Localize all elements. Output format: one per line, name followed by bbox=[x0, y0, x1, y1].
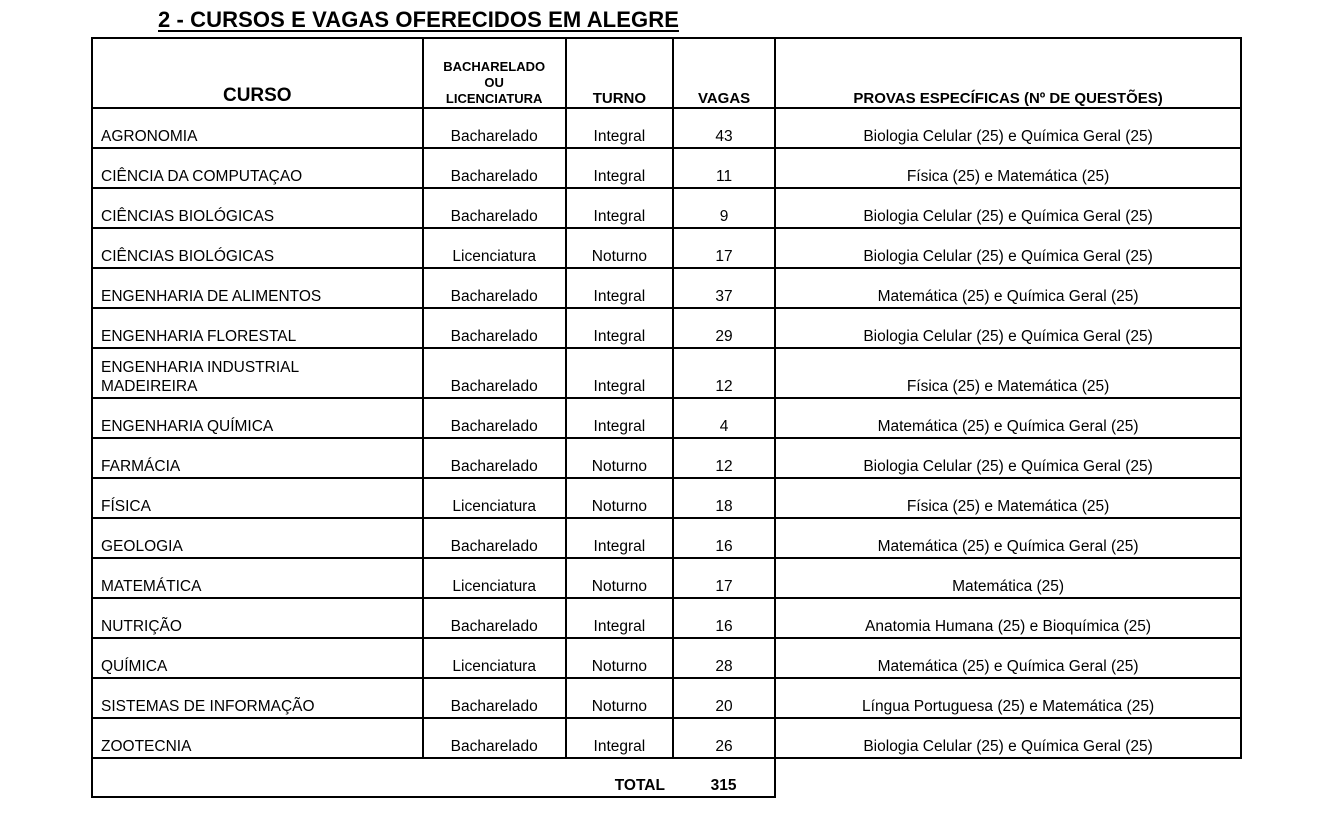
cell-provas: Biologia Celular (25) e Química Geral (25) bbox=[775, 718, 1241, 758]
cell-curso: ZOOTECNIA bbox=[92, 718, 423, 758]
cell-turno: Noturno bbox=[566, 478, 673, 518]
header-turno: TURNO bbox=[566, 38, 673, 108]
cell-vagas: 12 bbox=[673, 438, 775, 478]
cell-curso: CIÊNCIA DA COMPUTAÇAO bbox=[92, 148, 423, 188]
cell-curso-line1: ENGENHARIA INDUSTRIAL bbox=[101, 359, 300, 376]
table-row bbox=[92, 678, 1241, 718]
cell-provas: Matemática (25) e Química Geral (25) bbox=[775, 638, 1241, 678]
total-empty-cell bbox=[775, 758, 1241, 797]
cell-turno: Noturno bbox=[566, 558, 673, 598]
total-label: TOTAL bbox=[92, 758, 673, 797]
cell-turno: Integral bbox=[566, 598, 673, 638]
cell-provas: Matemática (25) e Química Geral (25) bbox=[775, 518, 1241, 558]
cell-turno: Noturno bbox=[566, 678, 673, 718]
cell-provas: Biologia Celular (25) e Química Geral (25) bbox=[775, 438, 1241, 478]
cell-curso: ENGENHARIA DE ALIMENTOS bbox=[92, 268, 423, 308]
cell-provas: Língua Portuguesa (25) e Matemática (25) bbox=[775, 678, 1241, 718]
cell-vagas: 9 bbox=[673, 188, 775, 228]
cell-curso: FÍSICA bbox=[92, 478, 423, 518]
cell-provas: Biologia Celular (25) e Química Geral (25) bbox=[775, 188, 1241, 228]
cell-curso-line2: MADEIREIRA bbox=[101, 378, 198, 395]
table-body bbox=[92, 108, 1241, 797]
cell-provas: Matemática (25) bbox=[775, 558, 1241, 598]
cell-curso: ENGENHARIA QUÍMICA bbox=[92, 398, 423, 438]
table-row bbox=[92, 718, 1241, 758]
cell-curso: NUTRIÇÃO bbox=[92, 598, 423, 638]
header-grau-line2: OU bbox=[484, 75, 504, 90]
cell-curso: ENGENHARIA FLORESTAL bbox=[92, 308, 423, 348]
cell-turno: Noturno bbox=[566, 438, 673, 478]
cell-turno: Integral bbox=[566, 348, 673, 398]
table-row bbox=[92, 478, 1241, 518]
cell-vagas: 20 bbox=[673, 678, 775, 718]
table-row bbox=[92, 598, 1241, 638]
total-value: 315 bbox=[673, 758, 775, 797]
cell-grau: Bacharelado bbox=[423, 598, 566, 638]
cell-turno: Integral bbox=[566, 718, 673, 758]
cell-turno: Noturno bbox=[566, 638, 673, 678]
header-curso: CURSO bbox=[92, 38, 423, 108]
cell-turno: Integral bbox=[566, 108, 673, 148]
table-row bbox=[92, 438, 1241, 478]
cell-curso: QUÍMICA bbox=[92, 638, 423, 678]
cell-provas: Matemática (25) e Química Geral (25) bbox=[775, 398, 1241, 438]
header-grau-line3: LICENCIATURA bbox=[445, 91, 543, 106]
cell-turno: Integral bbox=[566, 148, 673, 188]
cell-turno: Integral bbox=[566, 518, 673, 558]
cell-grau: Bacharelado bbox=[423, 308, 566, 348]
cell-turno: Integral bbox=[566, 188, 673, 228]
cell-vagas: 37 bbox=[673, 268, 775, 308]
cell-curso: CIÊNCIAS BIOLÓGICAS bbox=[92, 188, 423, 228]
header-grau bbox=[423, 38, 566, 108]
cell-curso: MATEMÁTICA bbox=[92, 558, 423, 598]
cell-vagas: 12 bbox=[673, 348, 775, 398]
table-row bbox=[92, 148, 1241, 188]
header-grau-line1: BACHARELADO bbox=[443, 59, 546, 74]
cell-vagas: 17 bbox=[673, 558, 775, 598]
cell-grau: Licenciatura bbox=[423, 638, 566, 678]
cell-provas: Biologia Celular (25) e Química Geral (25) bbox=[775, 108, 1241, 148]
cell-vagas: 17 bbox=[673, 228, 775, 268]
cell-vagas: 43 bbox=[673, 108, 775, 148]
cell-curso: FARMÁCIA bbox=[92, 438, 423, 478]
table-row bbox=[92, 268, 1241, 308]
cell-grau: Bacharelado bbox=[423, 398, 566, 438]
cell-provas: Matemática (25) e Química Geral (25) bbox=[775, 268, 1241, 308]
table-row bbox=[92, 558, 1241, 598]
cell-vagas: 18 bbox=[673, 478, 775, 518]
total-row bbox=[92, 758, 1241, 797]
courses-table bbox=[91, 37, 1242, 798]
cell-vagas: 4 bbox=[673, 398, 775, 438]
cell-vagas: 11 bbox=[673, 148, 775, 188]
cell-grau: Bacharelado bbox=[423, 678, 566, 718]
cell-provas: Física (25) e Matemática (25) bbox=[775, 148, 1241, 188]
cell-grau: Bacharelado bbox=[423, 718, 566, 758]
cell-turno: Integral bbox=[566, 308, 673, 348]
cell-vagas: 16 bbox=[673, 598, 775, 638]
cell-grau: Bacharelado bbox=[423, 188, 566, 228]
cell-provas: Biologia Celular (25) e Química Geral (25) bbox=[775, 228, 1241, 268]
cell-grau: Bacharelado bbox=[423, 348, 566, 398]
cell-vagas: 29 bbox=[673, 308, 775, 348]
cell-provas: Anatomia Humana (25) e Bioquímica (25) bbox=[775, 598, 1241, 638]
page-title: 2 - CURSOS E VAGAS OFERECIDOS EM ALEGRE bbox=[158, 7, 679, 32]
table-row bbox=[92, 188, 1241, 228]
cell-vagas: 28 bbox=[673, 638, 775, 678]
cell-curso bbox=[92, 348, 423, 398]
header-vagas: VAGAS bbox=[673, 38, 775, 108]
cell-turno: Integral bbox=[566, 268, 673, 308]
cell-grau: Bacharelado bbox=[423, 518, 566, 558]
cell-grau: Bacharelado bbox=[423, 438, 566, 478]
cell-curso: AGRONOMIA bbox=[92, 108, 423, 148]
cell-curso: CIÊNCIAS BIOLÓGICAS bbox=[92, 228, 423, 268]
cell-provas: Física (25) e Matemática (25) bbox=[775, 348, 1241, 398]
cell-provas: Física (25) e Matemática (25) bbox=[775, 478, 1241, 518]
cell-vagas: 26 bbox=[673, 718, 775, 758]
cell-grau: Licenciatura bbox=[423, 478, 566, 518]
cell-grau: Bacharelado bbox=[423, 108, 566, 148]
cell-curso: SISTEMAS DE INFORMAÇÃO bbox=[92, 678, 423, 718]
table-row bbox=[92, 348, 1241, 398]
table-row bbox=[92, 308, 1241, 348]
table-row bbox=[92, 638, 1241, 678]
cell-grau: Licenciatura bbox=[423, 228, 566, 268]
cell-curso: GEOLOGIA bbox=[92, 518, 423, 558]
table-row bbox=[92, 518, 1241, 558]
cell-grau: Licenciatura bbox=[423, 558, 566, 598]
table-row bbox=[92, 228, 1241, 268]
cell-provas: Biologia Celular (25) e Química Geral (25) bbox=[775, 308, 1241, 348]
cell-turno: Noturno bbox=[566, 228, 673, 268]
cell-vagas: 16 bbox=[673, 518, 775, 558]
table-header-row bbox=[92, 38, 1241, 108]
header-provas: PROVAS ESPECÍFICAS (Nº DE QUESTÕES) bbox=[775, 38, 1241, 108]
cell-turno: Integral bbox=[566, 398, 673, 438]
cell-grau: Bacharelado bbox=[423, 268, 566, 308]
cell-grau: Bacharelado bbox=[423, 148, 566, 188]
table-row bbox=[92, 108, 1241, 148]
table-row bbox=[92, 398, 1241, 438]
